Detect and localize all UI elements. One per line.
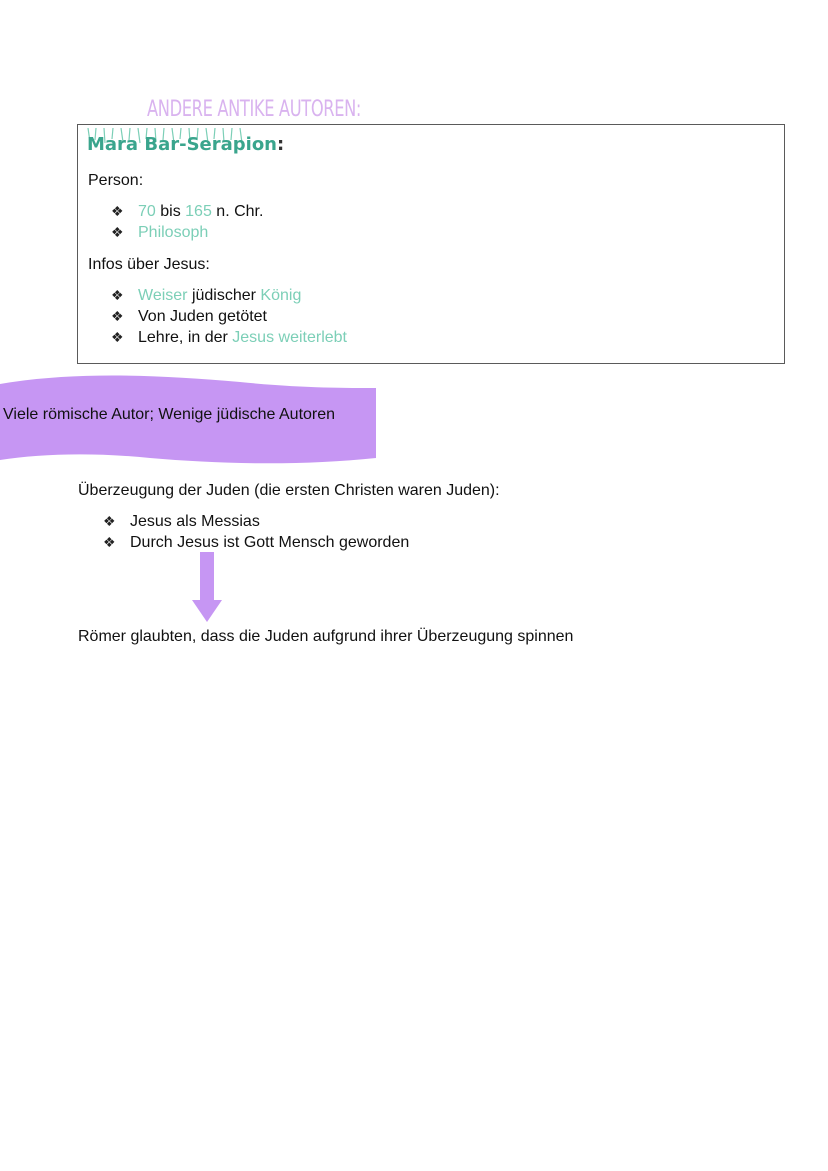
bullet-icon: ❖ <box>111 308 124 324</box>
list-item: ❖ Weiser jüdischer König <box>111 287 302 304</box>
infos-label: Infos über Jesus: <box>88 256 210 273</box>
infos-list <box>111 285 347 348</box>
list-item: ❖ Durch Jesus ist Gott Mensch geworden <box>103 534 410 551</box>
conviction-list <box>103 511 409 553</box>
banner-text: Viele römische Autor; Wenige jüdische Autoren <box>3 406 336 423</box>
bullet-icon: ❖ <box>103 534 116 550</box>
person-label: Person: <box>88 172 144 189</box>
list-item: ❖ Von Juden getötet <box>111 308 267 325</box>
author-name-title: Mara Bar-Serapion: <box>87 134 285 155</box>
bullet-icon: ❖ <box>103 513 116 529</box>
list-item: ❖ Philosoph <box>111 224 209 241</box>
arrow-down-icon <box>190 552 224 624</box>
bullet-icon: ❖ <box>111 287 124 303</box>
list-item: ❖ 70 bis 165 n. Chr. <box>111 203 264 220</box>
bullet-icon: ❖ <box>111 203 124 219</box>
bullet-icon: ❖ <box>111 224 124 240</box>
conclusion-text: Römer glaubten, dass die Juden aufgrund ihrer Überzeugung spinnen <box>78 628 574 645</box>
conviction-heading: Überzeugung der Juden (die ersten Christen waren Juden): <box>78 482 500 499</box>
list-item: ❖ Jesus als Messias <box>103 513 260 530</box>
person-list <box>111 201 263 243</box>
wave-banner <box>0 374 380 474</box>
list-item: ❖ Lehre, in der Jesus weiterlebt <box>111 329 347 346</box>
bullet-icon: ❖ <box>111 329 124 345</box>
section-header: ANDERE ANTIKE AUTOREN: <box>147 97 362 122</box>
